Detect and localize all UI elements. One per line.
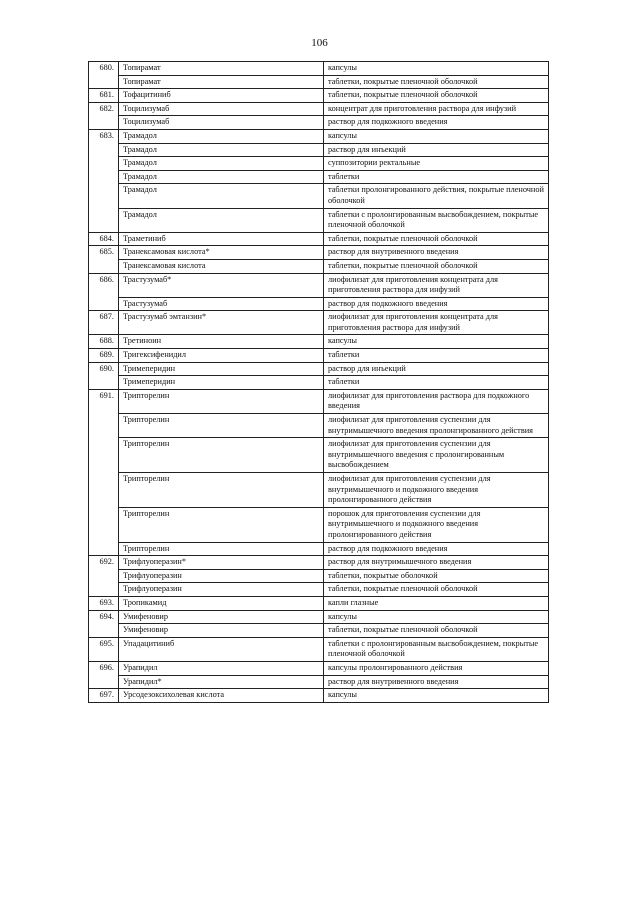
row-number: 694. <box>89 610 119 637</box>
table-row <box>89 473 549 508</box>
table-row <box>89 376 549 390</box>
drug-name: Тропикамид <box>119 596 324 610</box>
dosage-form: порошок для приготовления суспензии для внутримышечного и подкожного введения пролонгированного действия <box>324 507 549 542</box>
drug-name: Трифлуоперазин <box>119 583 324 597</box>
table-row <box>89 273 549 297</box>
drug-name: Трастузумаб эмтанзин* <box>119 311 324 335</box>
dosage-form: капсулы пролонгированного действия <box>324 661 549 675</box>
table-row <box>89 349 549 363</box>
table-row <box>89 246 549 260</box>
table-row <box>89 661 549 675</box>
dosage-form: лиофилизат для приготовления концентрата для приготовления раствора для инфузий <box>324 273 549 297</box>
dosage-form: таблетки с пролонгированным высвобождением, покрытые пленочной оболочкой <box>324 637 549 661</box>
dosage-form: таблетки, покрытые пленочной оболочкой <box>324 259 549 273</box>
dosage-form: таблетки с пролонгированным высвобождением, покрытые пленочной оболочкой <box>324 208 549 232</box>
row-number: 695. <box>89 637 119 661</box>
table-row <box>89 438 549 473</box>
page-number: 106 <box>311 37 328 49</box>
drug-name: Трамадол <box>119 157 324 171</box>
row-number: 682. <box>89 102 119 129</box>
drug-name: Упадацитиниб <box>119 637 324 661</box>
drug-name: Трипторелин <box>119 389 324 413</box>
table-row <box>89 232 549 246</box>
dosage-form: таблетки, покрытые пленочной оболочкой <box>324 624 549 638</box>
dosage-form: таблетки, покрытые пленочной оболочкой <box>324 232 549 246</box>
table-row <box>89 208 549 232</box>
row-number: 692. <box>89 556 119 597</box>
drug-name: Топирамат <box>119 62 324 76</box>
drug-name: Третиноин <box>119 335 324 349</box>
drug-name: Урапидил* <box>119 675 324 689</box>
row-number: 689. <box>89 349 119 363</box>
dosage-form: таблетки, покрытые пленочной оболочкой <box>324 583 549 597</box>
row-number: 693. <box>89 596 119 610</box>
drug-name: Трамадол <box>119 184 324 208</box>
drug-name: Транексамовая кислота <box>119 259 324 273</box>
dosage-form: раствор для инъекций <box>324 362 549 376</box>
dosage-form: таблетки пролонгированного действия, покрытые пленочной оболочкой <box>324 184 549 208</box>
dosage-form: капсулы <box>324 335 549 349</box>
row-number: 696. <box>89 661 119 688</box>
drug-name: Тримеперидин <box>119 376 324 390</box>
drug-table-body <box>89 62 549 703</box>
drug-name: Трастузумаб* <box>119 273 324 297</box>
drug-name: Урсодезоксихолевая кислота <box>119 689 324 703</box>
drug-name: Трамадол <box>119 208 324 232</box>
row-number: 684. <box>89 232 119 246</box>
drug-name: Трамадол <box>119 129 324 143</box>
table-row <box>89 297 549 311</box>
table-row <box>89 675 549 689</box>
dosage-form: таблетки, покрытые оболочкой <box>324 569 549 583</box>
row-number: 686. <box>89 273 119 311</box>
table-row <box>89 624 549 638</box>
dosage-form: суппозитории ректальные <box>324 157 549 171</box>
table-row <box>89 62 549 76</box>
dosage-form: таблетки, покрытые пленочной оболочкой <box>324 89 549 103</box>
dosage-form: лиофилизат для приготовления суспензии для внутримышечного и подкожного введения пролонгированного действия <box>324 473 549 508</box>
dosage-form: раствор для подкожного введения <box>324 116 549 130</box>
dosage-form: раствор для инъекций <box>324 143 549 157</box>
drug-name: Тофацитиниб <box>119 89 324 103</box>
table-row <box>89 542 549 556</box>
table-row <box>89 143 549 157</box>
table-row <box>89 311 549 335</box>
drug-name: Трипторелин <box>119 542 324 556</box>
table-row <box>89 89 549 103</box>
row-number: 683. <box>89 129 119 232</box>
drug-name: Трипторелин <box>119 473 324 508</box>
drug-name: Урапидил <box>119 661 324 675</box>
table-row <box>89 335 549 349</box>
dosage-form: капсулы <box>324 689 549 703</box>
drug-name: Умифеновир <box>119 610 324 624</box>
drug-name: Трипторелин <box>119 507 324 542</box>
row-number: 690. <box>89 362 119 389</box>
drug-name: Транексамовая кислота* <box>119 246 324 260</box>
drug-name: Топирамат <box>119 75 324 89</box>
table-row <box>89 414 549 438</box>
dosage-form: лиофилизат для приготовления концентрата для приготовления раствора для инфузий <box>324 311 549 335</box>
table-row <box>89 362 549 376</box>
table-row <box>89 389 549 413</box>
dosage-form: капсулы <box>324 62 549 76</box>
drug-name: Умифеновир <box>119 624 324 638</box>
table-row <box>89 170 549 184</box>
dosage-form: раствор для подкожного введения <box>324 297 549 311</box>
drug-name: Тримеперидин <box>119 362 324 376</box>
dosage-form: таблетки <box>324 170 549 184</box>
drug-name: Тригексифенидил <box>119 349 324 363</box>
table-row <box>89 569 549 583</box>
table-row <box>89 583 549 597</box>
drug-name: Трастузумаб <box>119 297 324 311</box>
dosage-form: раствор для внутривенного введения <box>324 246 549 260</box>
table-row <box>89 596 549 610</box>
dosage-form: таблетки, покрытые пленочной оболочкой <box>324 75 549 89</box>
drug-name: Трамадол <box>119 143 324 157</box>
drug-name: Трифлуоперазин <box>119 569 324 583</box>
drug-name: Трамадол <box>119 170 324 184</box>
drug-name: Трипторелин <box>119 438 324 473</box>
row-number: 680. <box>89 62 119 89</box>
table-row <box>89 610 549 624</box>
table-row <box>89 75 549 89</box>
row-number: 687. <box>89 311 119 335</box>
dosage-form: капли глазные <box>324 596 549 610</box>
dosage-form: раствор для внутримышечного введения <box>324 556 549 570</box>
row-number: 685. <box>89 246 119 273</box>
drug-table <box>88 61 549 703</box>
row-number: 688. <box>89 335 119 349</box>
table-row <box>89 116 549 130</box>
drug-name: Тоцилизумаб <box>119 116 324 130</box>
drug-name: Тоцилизумаб <box>119 102 324 116</box>
table-row <box>89 556 549 570</box>
row-number: 697. <box>89 689 119 703</box>
dosage-form: лиофилизат для приготовления раствора для подкожного введения <box>324 389 549 413</box>
dosage-form: таблетки <box>324 376 549 390</box>
dosage-form: таблетки <box>324 349 549 363</box>
dosage-form: концентрат для приготовления раствора для инфузий <box>324 102 549 116</box>
table-row <box>89 259 549 273</box>
drug-name: Трипторелин <box>119 414 324 438</box>
table-row <box>89 637 549 661</box>
dosage-form: раствор для подкожного введения <box>324 542 549 556</box>
table-row <box>89 689 549 703</box>
table-row <box>89 129 549 143</box>
table-row <box>89 507 549 542</box>
drug-name: Трифлуоперазин* <box>119 556 324 570</box>
dosage-form: капсулы <box>324 129 549 143</box>
dosage-form: лиофилизат для приготовления суспензии для внутримышечного введения пролонгированного действия <box>324 414 549 438</box>
row-number: 681. <box>89 89 119 103</box>
table-row <box>89 157 549 171</box>
drug-name: Траметиниб <box>119 232 324 246</box>
table-row <box>89 184 549 208</box>
table-row <box>89 102 549 116</box>
dosage-form: капсулы <box>324 610 549 624</box>
row-number: 691. <box>89 389 119 555</box>
dosage-form: раствор для внутривенного введения <box>324 675 549 689</box>
dosage-form: лиофилизат для приготовления суспензии для внутримышечного введения с пролонгированным высвобождением <box>324 438 549 473</box>
